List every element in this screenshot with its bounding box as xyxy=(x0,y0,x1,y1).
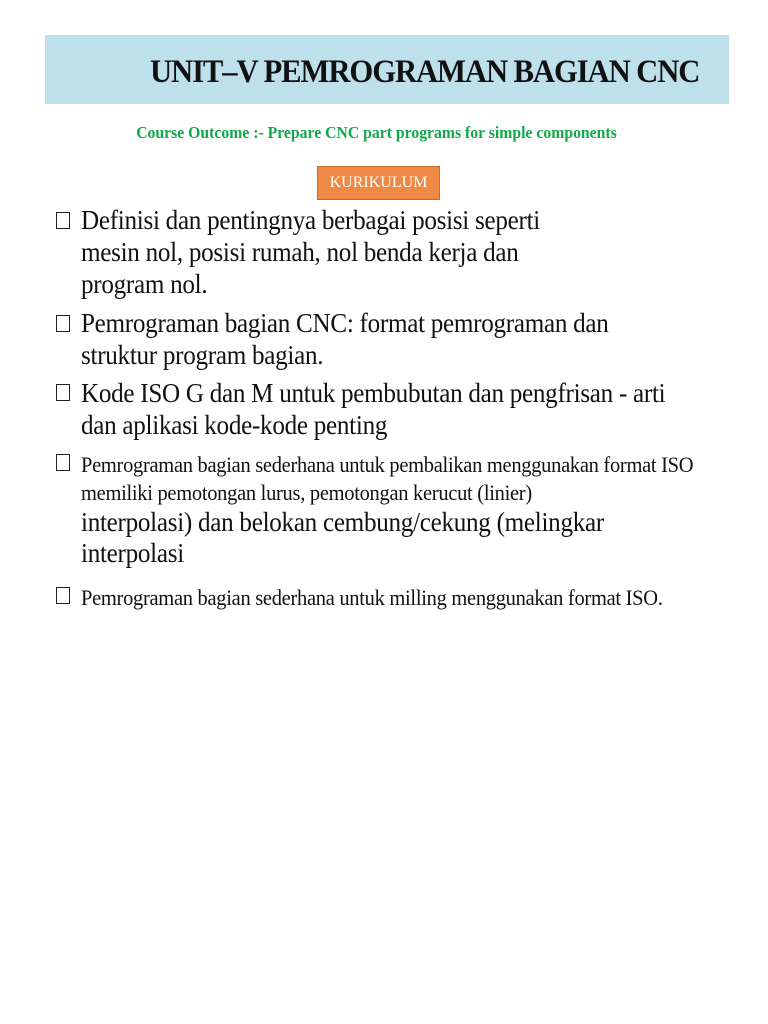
list-item-line: program nol. xyxy=(81,269,208,299)
list-item-text xyxy=(81,451,739,569)
list-item-text xyxy=(81,307,609,371)
bullet-square-icon xyxy=(56,212,70,229)
bullet-square-icon xyxy=(56,454,70,471)
list-item-text xyxy=(81,584,663,612)
list-item-line: interpolasi xyxy=(81,538,184,568)
kurikulum-badge: KURIKULUM xyxy=(317,166,440,200)
list-item-line: dan aplikasi kode-kode penting xyxy=(81,410,388,440)
bullet-square-icon xyxy=(56,315,70,332)
list-item-line: interpolasi) dan belokan cembung/cekung (melingkar xyxy=(81,507,604,537)
list-item-line: mesin nol, posisi rumah, nol benda kerja dan xyxy=(81,237,519,267)
course-outcome: Course Outcome :- Prepare CNC part programs for simple components xyxy=(136,123,617,142)
bullet-square-icon xyxy=(56,384,70,401)
bullet-square-icon xyxy=(56,587,70,604)
list-item-text xyxy=(81,377,665,441)
list-item-line: Pemrograman bagian sederhana untuk milling menggunakan format ISO. xyxy=(81,585,663,610)
list-item-line: struktur program bagian. xyxy=(81,340,324,370)
list-item-text xyxy=(81,204,540,300)
list-item-line: Kode ISO G dan M untuk pembubutan dan pengfrisan - arti xyxy=(81,378,666,408)
list-item-line: Pemrograman bagian CNC: format pemrograman dan xyxy=(81,308,609,338)
list-item-line: Definisi dan pentingnya berbagai posisi seperti xyxy=(81,205,540,235)
page-title: UNIT–V PEMROGRAMAN BAGIAN CNC xyxy=(150,54,700,90)
list-item-line: Pemrograman bagian sederhana untuk pembalikan menggunakan format ISO xyxy=(81,452,694,477)
list-item-line: memiliki pemotongan lurus, pemotongan kerucut (linier) xyxy=(81,480,532,505)
